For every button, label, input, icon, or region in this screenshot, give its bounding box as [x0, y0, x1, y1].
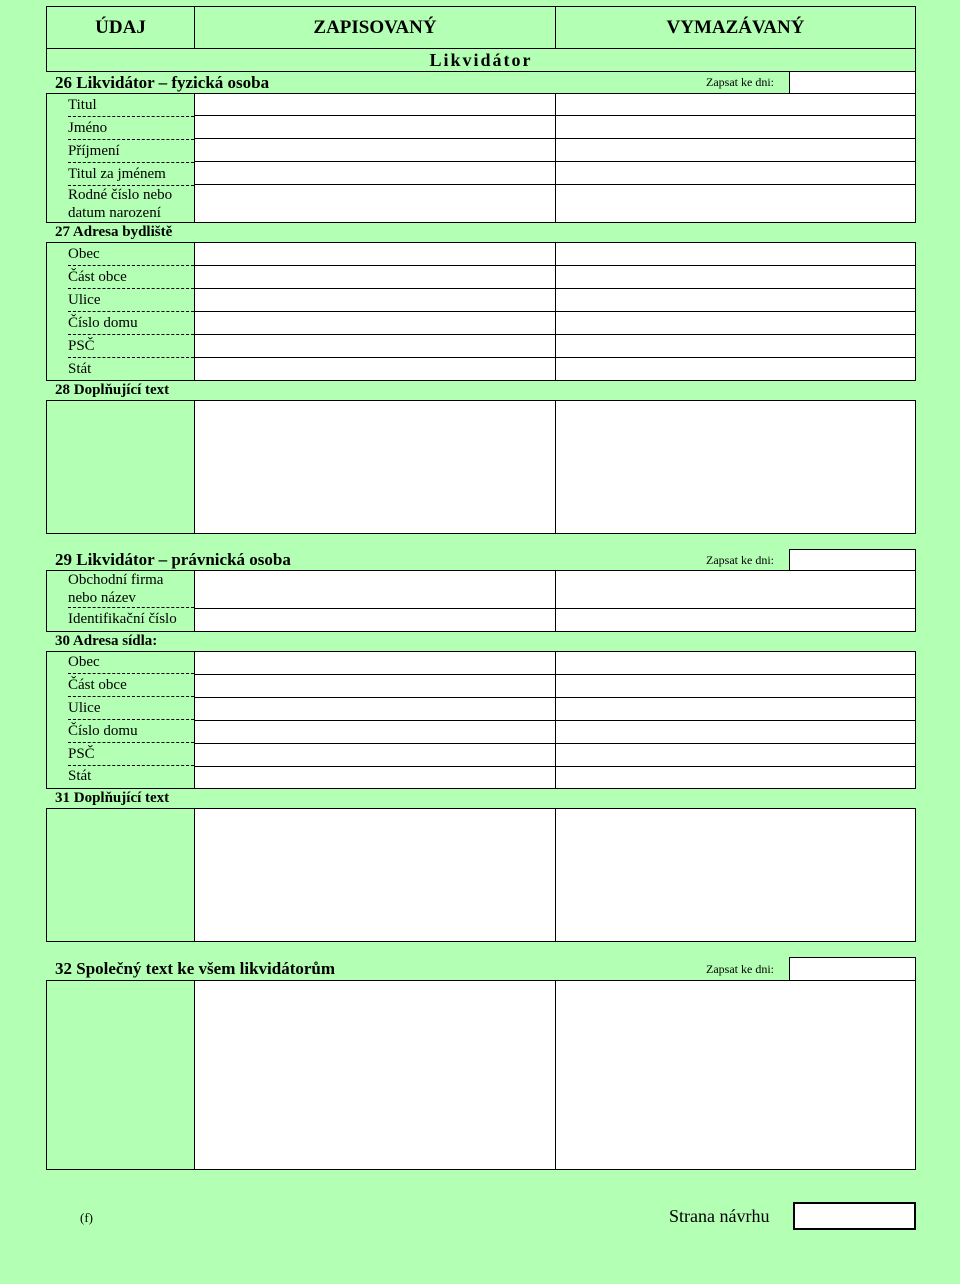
footer-strana-label: Strana návrhu — [669, 1206, 770, 1226]
fyzicka-row-titul — [68, 94, 194, 117]
pravnicka-ulice-label: Ulice — [68, 700, 101, 716]
header-udaj — [46, 6, 195, 49]
pravnicka-row-cast-obce — [68, 675, 194, 697]
fyzicka-row-obec — [68, 243, 194, 266]
fyzicka-titul-input-vymaz[interactable] — [555, 93, 916, 116]
fyzicka-title: 26 Likvidátor – fyzická osoba — [55, 73, 270, 92]
fyzicka-row-titul-za — [68, 163, 194, 186]
fyzicka-address-title: 27 Adresa bydliště — [55, 224, 173, 240]
fyzicka-obec-input-vymaz[interactable] — [555, 242, 916, 266]
spolecny-zapsat-label: Zapsat ke dni: — [706, 962, 774, 976]
fyzicka-titul-input-zapis[interactable] — [194, 93, 556, 116]
pravnicka-text-area-zapis[interactable] — [194, 808, 556, 942]
pravnicka-ulice-input-zapis[interactable] — [194, 697, 556, 721]
footer-form-code: (f) — [80, 1210, 93, 1225]
pravnicka-obec-input-vymaz[interactable] — [555, 651, 916, 675]
fyzicka-psc-input-vymaz[interactable] — [555, 334, 916, 358]
fyzicka-ulice-input-vymaz[interactable] — [555, 288, 916, 312]
pravnicka-cislo-domu-input-zapis[interactable] — [194, 720, 556, 744]
fyzicka-row-psc — [68, 335, 194, 358]
pravnicka-text-area-vymaz[interactable] — [555, 808, 916, 942]
header-zapisovany-label: ZAPISOVANÝ — [313, 16, 437, 38]
fyzicka-address-row — [46, 222, 916, 243]
fyzicka-cislo-domu-input-zapis[interactable] — [194, 311, 556, 335]
pravnicka-stat-label: Stát — [68, 768, 92, 784]
pravnicka-psc-input-zapis[interactable] — [194, 743, 556, 767]
fyzicka-obec-label: Obec — [68, 246, 100, 262]
fyzicka-rodne-cislo-input-zapis[interactable] — [194, 184, 556, 223]
spolecny-title: 32 Společný text ke všem likvidátorům — [55, 959, 336, 978]
fyzicka-row-cislo-domu — [68, 312, 194, 335]
fyzicka-cast-obce-label: Část obce — [68, 269, 127, 285]
fyzicka-stat-label: Stát — [68, 361, 92, 377]
fyzicka-stat-input-vymaz[interactable] — [555, 357, 916, 381]
pravnicka-title: 29 Likvidátor – právnická osoba — [55, 550, 291, 569]
fyzicka-obec-input-zapis[interactable] — [194, 242, 556, 266]
fyzicka-titul-za-input-zapis[interactable] — [194, 161, 556, 185]
pravnicka-obec-input-zapis[interactable] — [194, 651, 556, 675]
fyzicka-row-stat — [68, 358, 194, 381]
pravnicka-firma-input-zapis[interactable] — [194, 570, 556, 609]
fyzicka-cast-obce-input-vymaz[interactable] — [555, 265, 916, 289]
fyzicka-jmeno-input-vymaz[interactable] — [555, 115, 916, 139]
header-vymazavany — [555, 6, 916, 49]
pravnicka-psc-label: PSČ — [68, 746, 95, 762]
pravnicka-row-obec — [68, 652, 194, 674]
pravnicka-cislo-domu-label: Číslo domu — [68, 723, 138, 739]
fyzicka-prijmeni-input-vymaz[interactable] — [555, 138, 916, 162]
fyzicka-psc-input-zapis[interactable] — [194, 334, 556, 358]
pravnicka-row-firma — [68, 571, 194, 608]
pravnicka-firma-label: Obchodní firma — [68, 572, 164, 588]
pravnicka-row-ico — [68, 609, 194, 631]
fyzicka-cislo-domu-label: Číslo domu — [68, 315, 138, 331]
pravnicka-text-title: 31 Doplňující text — [55, 790, 170, 806]
fyzicka-row-prijmeni — [68, 140, 194, 163]
pravnicka-row-ulice — [68, 698, 194, 720]
fyzicka-zapsat-label: Zapsat ke dni: — [706, 75, 774, 89]
pravnicka-ico-label: Identifikační číslo — [68, 611, 177, 627]
fyzicka-row-rodne-cislo — [68, 186, 194, 222]
pravnicka-firma-input-vymaz[interactable] — [555, 570, 916, 609]
pravnicka-ico-input-vymaz[interactable] — [555, 608, 916, 632]
fyzicka-titul-za-label: Titul za jménem — [68, 166, 166, 182]
footer-strana-input[interactable] — [793, 1202, 916, 1230]
pravnicka-cast-obce-input-zapis[interactable] — [194, 674, 556, 698]
pravnicka-address-title: 30 Adresa sídla: — [55, 633, 158, 649]
pravnicka-address-row — [46, 631, 916, 652]
pravnicka-row-stat — [68, 767, 194, 789]
pravnicka-ulice-input-vymaz[interactable] — [555, 697, 916, 721]
fyzicka-datum-narozeni-label: datum narození — [68, 205, 161, 221]
fyzicka-titul-label: Titul — [68, 97, 97, 113]
fyzicka-titul-za-input-vymaz[interactable] — [555, 161, 916, 185]
pravnicka-cislo-domu-input-vymaz[interactable] — [555, 720, 916, 744]
pravnicka-stat-input-vymaz[interactable] — [555, 766, 916, 789]
fyzicka-prijmeni-label: Příjmení — [68, 143, 120, 159]
fyzicka-jmeno-label: Jméno — [68, 120, 108, 136]
fyzicka-stat-input-zapis[interactable] — [194, 357, 556, 381]
fyzicka-ulice-label: Ulice — [68, 292, 101, 308]
pravnicka-zapsat-label: Zapsat ke dni: — [706, 553, 774, 567]
header-zapisovany — [194, 6, 556, 49]
spolecny-zapsat-date-input[interactable] — [789, 957, 916, 981]
pravnicka-obec-label: Obec — [68, 654, 100, 670]
fyzicka-jmeno-input-zapis[interactable] — [194, 115, 556, 139]
fyzicka-text-row — [46, 380, 916, 401]
pravnicka-cast-obce-input-vymaz[interactable] — [555, 674, 916, 698]
pravnicka-psc-input-vymaz[interactable] — [555, 743, 916, 767]
fyzicka-ulice-input-zapis[interactable] — [194, 288, 556, 312]
header-vymazavany-label: VYMAZÁVANÝ — [666, 16, 805, 38]
pravnicka-row-psc — [68, 744, 194, 766]
fyzicka-rodne-cislo-label: Rodné číslo nebo — [68, 187, 173, 203]
fyzicka-text-title: 28 Doplňující text — [55, 382, 170, 398]
fyzicka-zapsat-date-input[interactable] — [789, 71, 916, 94]
pravnicka-zapsat-date-input[interactable] — [789, 549, 916, 571]
section-title: Likvidátor — [429, 50, 533, 70]
fyzicka-prijmeni-input-zapis[interactable] — [194, 138, 556, 162]
pravnicka-cast-obce-label: Část obce — [68, 677, 127, 693]
header-udaj-label: ÚDAJ — [95, 16, 146, 38]
fyzicka-psc-label: PSČ — [68, 338, 95, 354]
fyzicka-row-ulice — [68, 289, 194, 312]
fyzicka-cast-obce-input-zapis[interactable] — [194, 265, 556, 289]
fyzicka-row-cast-obce — [68, 266, 194, 289]
pravnicka-stat-input-zapis[interactable] — [194, 766, 556, 789]
fyzicka-text-area-zapis[interactable] — [194, 400, 556, 534]
pravnicka-text-row — [46, 788, 916, 809]
pravnicka-nazev-label: nebo název — [68, 590, 136, 606]
fyzicka-row-jmeno — [68, 117, 194, 140]
pravnicka-ico-input-zapis[interactable] — [194, 608, 556, 632]
pravnicka-row-cislo-domu — [68, 721, 194, 743]
fyzicka-cislo-domu-input-vymaz[interactable] — [555, 311, 916, 335]
spolecny-text-area-vymaz[interactable] — [555, 980, 916, 1170]
spolecny-text-area-zapis[interactable] — [194, 980, 556, 1170]
fyzicka-rodne-cislo-input-vymaz[interactable] — [555, 184, 916, 223]
fyzicka-text-area-vymaz[interactable] — [555, 400, 916, 534]
